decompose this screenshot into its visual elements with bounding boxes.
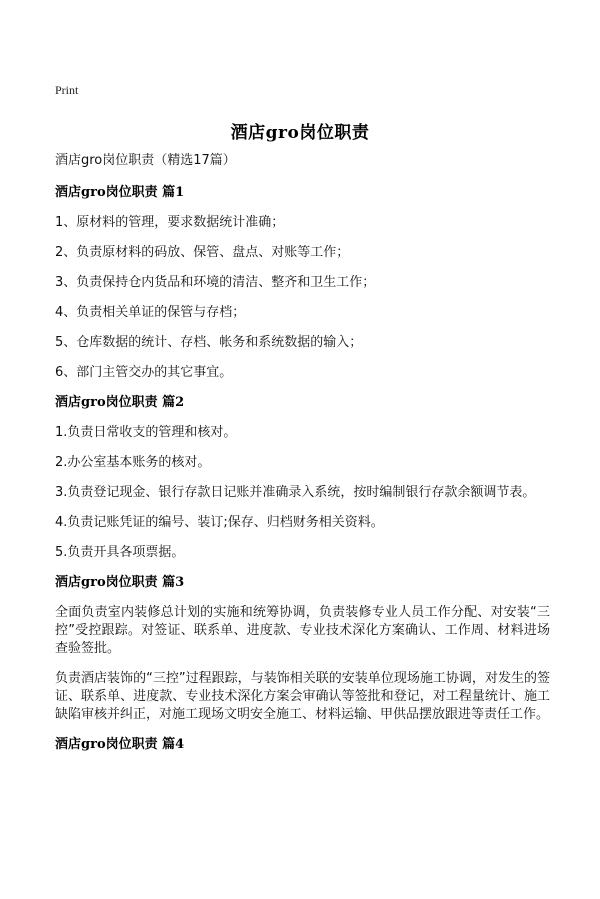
list-item: 6、部门主管交办的其它事宜。 — [55, 365, 233, 380]
paragraph: 全面负责室内装修总计划的实施和统筹协调，负责装修专业人员工作分配、对安装“三控”受控跟踪。对签证、联系单、进度款、专业技术深化方案确认、工作周、材料进场查验签批。 — [55, 605, 550, 656]
list-item: 4.负责记账凭证的编号、装订;保存、归档财务相关资料。 — [55, 515, 384, 530]
document-title: 酒店gro岗位职责 — [230, 123, 370, 143]
document-body — [55, 152, 550, 766]
list-item: 5.负责开具各项票据。 — [55, 545, 185, 560]
section-heading: 酒店gro岗位职责 篇4 — [55, 737, 185, 752]
list-item: 1、原材料的管理，要求数据统计准确； — [55, 215, 285, 230]
list-item: 2.办公室基本账务的核对。 — [55, 455, 211, 470]
list-item: 1.负责日常收支的管理和核对。 — [55, 425, 237, 440]
print-label: Print — [55, 83, 79, 97]
paragraph: 负责酒店装饰的“三控”过程跟踪，与装饰相关联的安装单位现场施工协调，对发生的签证、联系单、进度款、专业技术深化方案会审确认等签批和登记，对工程量统计、施工缺陷审核并纠正，对施工现场文明安全施工、材料运输、甲供品摆放跟进等责任工作。 — [55, 671, 550, 722]
list-item: 3、负责保持仓内货品和环境的清洁、整齐和卫生工作； — [55, 275, 376, 290]
list-item: 5、仓库数据的统计、存档、帐务和系统数据的输入； — [55, 335, 363, 350]
section-heading: 酒店gro岗位职责 篇2 — [55, 395, 185, 410]
section-heading: 酒店gro岗位职责 篇3 — [55, 575, 185, 590]
list-item: 2、负责原材料的码放、保管、盘点、对账等工作； — [55, 245, 350, 260]
list-item: 4、负责相关单证的保管与存档； — [55, 305, 246, 320]
section-heading: 酒店gro岗位职责 篇1 — [55, 185, 185, 200]
list-item: 3.负责登记现金、银行存款日记账并准确录入系统，按时编制银行存款余额调节表。 — [55, 485, 536, 500]
document-subtitle: 酒店gro岗位职责（精选17篇） — [55, 153, 236, 168]
